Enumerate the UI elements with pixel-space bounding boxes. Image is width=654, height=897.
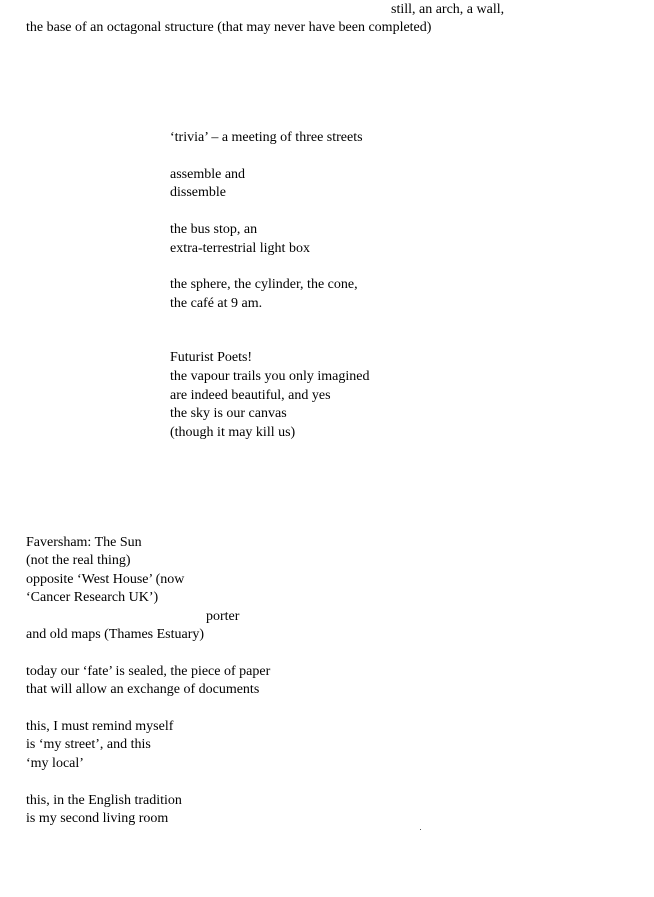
poem2-stanza4-line2: is my second living room xyxy=(26,811,169,826)
poem1-stanza2-line1: assemble and xyxy=(170,167,246,182)
poem1-stanza5-line3: are indeed beautiful, and yes xyxy=(170,388,331,403)
poem2-stanza1-line1: Faversham: The Sun xyxy=(26,535,142,550)
poem1-stanza4-line2: the café at 9 am. xyxy=(170,296,263,311)
poem2-stanza1-line4: ‘Cancer Research UK’) xyxy=(26,590,159,605)
poem1-stanza3-line1: the bus stop, an xyxy=(170,222,258,237)
poem1-stanza1-line1: ‘trivia’ – a meeting of three streets xyxy=(170,130,363,145)
poem2-stanza1-line6: and old maps (Thames Estuary) xyxy=(26,627,205,642)
poem1-stanza5-line1: Futurist Poets! xyxy=(170,350,253,365)
poem1-stanza3-line2: extra-terrestrial light box xyxy=(170,241,310,256)
poem1-stanza5-line5: (though it may kill us) xyxy=(170,425,296,440)
poem2-stanza3-line2: is ‘my street’, and this xyxy=(26,737,151,752)
top-line-1: still, an arch, a wall, xyxy=(391,2,505,17)
top-line-2: the base of an octagonal structure (that may never have been completed) xyxy=(26,20,432,35)
poem2-stanza2-line2: that will allow an exchange of documents xyxy=(26,682,260,697)
poem2-stanza1-line5: porter xyxy=(206,609,240,624)
poem1-stanza2-line2: dissemble xyxy=(170,185,226,200)
poem1-stanza5-line2: the vapour trails you only imagined xyxy=(170,369,370,384)
poem2-stanza2-line1: today our ‘fate’ is sealed, the piece of paper xyxy=(26,664,271,679)
poem2-stanza1-line3: opposite ‘West House’ (now xyxy=(26,572,185,587)
poem2-stanza4-line1: this, in the English tradition xyxy=(26,793,182,808)
poem1-stanza4-line1: the sphere, the cylinder, the cone, xyxy=(170,277,358,292)
poem2-stanza1-line2: (not the real thing) xyxy=(26,553,131,568)
stray-dot xyxy=(420,829,421,830)
poem1-stanza5-line4: the sky is our canvas xyxy=(170,406,287,421)
poem2-stanza3-line3: ‘my local’ xyxy=(26,756,84,771)
poem2-stanza3-line1: this, I must remind myself xyxy=(26,719,174,734)
